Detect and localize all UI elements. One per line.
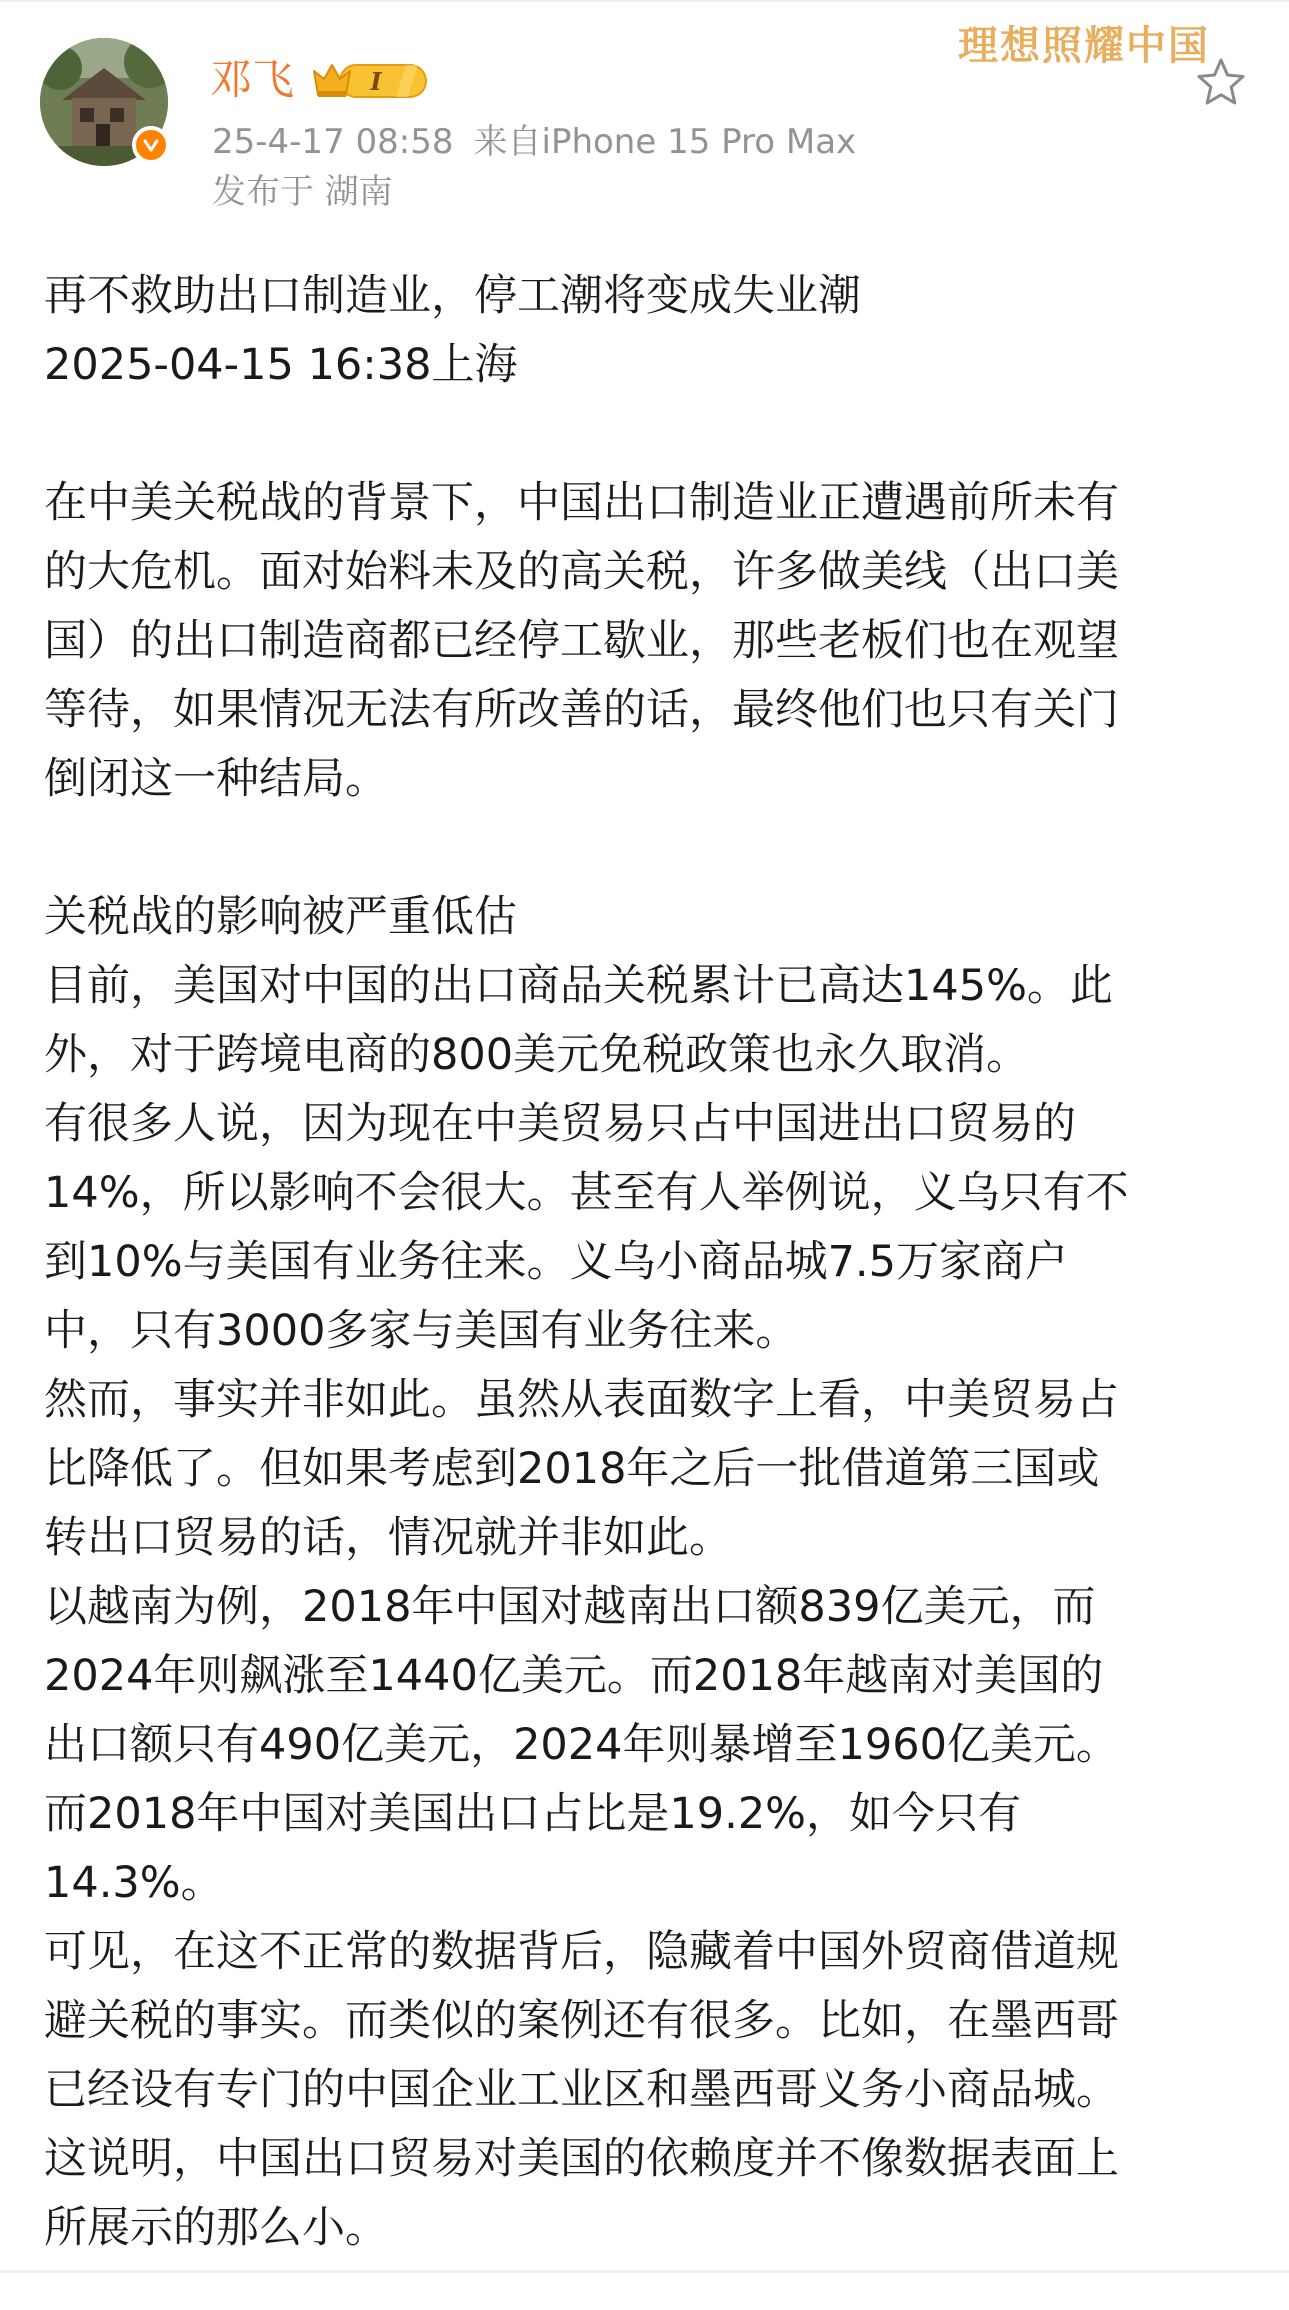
blank-line (44, 400, 1254, 469)
content-line: 这说明，中国出口贸易对美国的依赖度并不像数据表面上 (44, 2134, 1119, 2184)
post-location: 发布于 湖南 (212, 172, 393, 212)
content-line: 国）的出口制造商都已经停工歇业，那些老板们也在观望 (44, 616, 1119, 666)
content-line: 到10%与美国有业务往来。义乌小商品城7.5万家商户 (44, 1237, 1068, 1287)
avatar[interactable] (40, 38, 168, 166)
blank-line (44, 814, 1254, 883)
content-line: 中，只有3000多家与美国有业务往来。 (44, 1306, 799, 1356)
content-line: 可见，在这不正常的数据背后，隐藏着中国外贸商借道规 (44, 1927, 1119, 1977)
content-line: 有很多人说，因为现在中美贸易只占中国进出口贸易的 (44, 1099, 1076, 1149)
content-line: 14.3%。 (44, 1858, 224, 1908)
verified-check-icon (132, 126, 170, 164)
content-line: 避关税的事实。而类似的案例还有很多。比如，在墨西哥 (44, 1996, 1119, 2046)
post-header (0, 0, 1289, 230)
post-date: 25-4-17 08:58 (212, 122, 454, 162)
bottom-divider (0, 2270, 1289, 2273)
post-content (44, 262, 1254, 2263)
content-line: 目前，美国对中国的出口商品关税累计已高达145%。此 (44, 961, 1113, 1011)
content-line: 出口额只有490亿美元，2024年则暴增至1960亿美元。 (44, 1720, 1119, 1770)
content-line: 2024年则飙涨至1440亿美元。而2018年越南对美国的 (44, 1651, 1104, 1701)
vip-level: I (370, 67, 382, 96)
content-line: 然而，事实并非如此。虽然从表面数字上看，中美贸易占 (44, 1375, 1119, 1425)
star-icon[interactable] (1195, 56, 1247, 108)
content-line: 以越南为例，2018年中国对越南出口额839亿美元，而 (44, 1582, 1096, 1632)
author-name[interactable]: 邓飞 (210, 55, 295, 104)
content-line: 2025-04-15 16:38上海 (44, 340, 518, 390)
post-source: 来自iPhone 15 Pro Max (473, 122, 857, 162)
content-line: 已经设有专门的中国企业工业区和墨西哥义务小商品城。 (44, 2065, 1119, 2115)
content-line: 比降低了。但如果考虑到2018年之后一批借道第三国或 (44, 1444, 1100, 1494)
content-line: 倒闭这一种结局。 (44, 754, 388, 804)
content-line: 关税战的影响被严重低估 (44, 892, 517, 942)
watermark-text: 理想照耀中国 (958, 22, 1210, 69)
vip-crown-icon[interactable] (310, 57, 430, 103)
content-line: 等待，如果情况无法有所改善的话，最终他们也只有关门 (44, 685, 1119, 735)
post-meta (212, 118, 856, 166)
content-line: 在中美关税战的背景下，中国出口制造业正遭遇前所未有 (44, 478, 1119, 528)
content-line: 所展示的那么小。 (44, 2203, 388, 2253)
content-line: 外，对于跨境电商的800美元免税政策也永久取消。 (44, 1030, 1030, 1080)
author-row (210, 50, 430, 110)
content-line: 再不救助出口制造业，停工潮将变成失业潮 (44, 271, 861, 321)
content-line: 转出口贸易的话，情况就并非如此。 (44, 1513, 732, 1563)
content-line: 而2018年中国对美国出口占比是19.2%，如今只有 (44, 1789, 1022, 1839)
content-line: 的大危机。面对始料未及的高关税，许多做美线（出口美 (44, 547, 1119, 597)
content-line: 14%，所以影响不会很大。甚至有人举例说，义乌只有不 (44, 1168, 1129, 1218)
